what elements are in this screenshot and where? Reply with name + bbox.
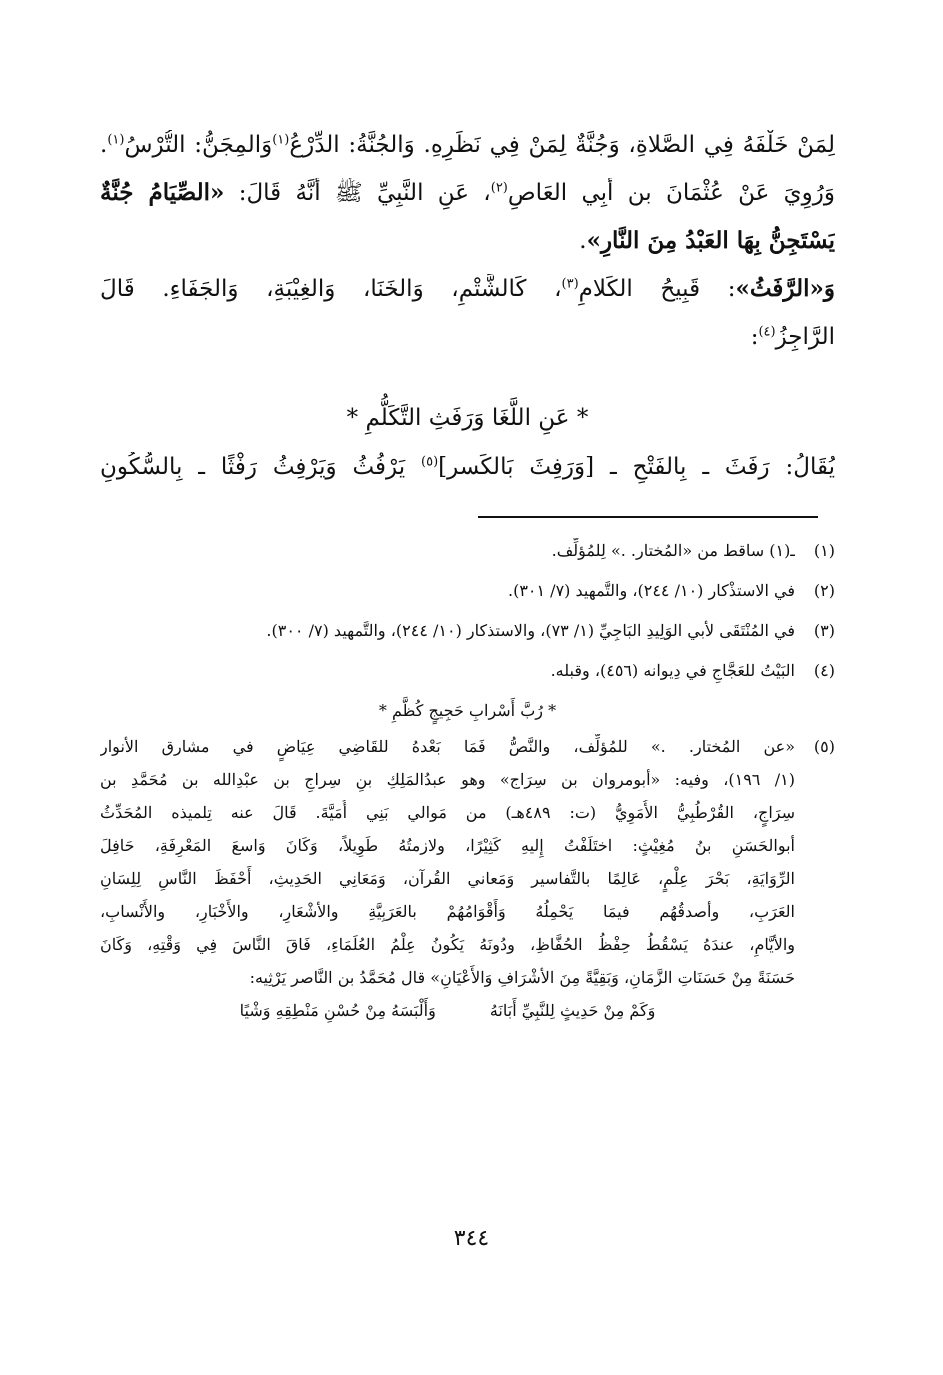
footnote-5-line: العَرَبِ، وأصدقُهُم فيمَا يَحْمِلُهُ وَأَقْوَامُهُمْ بالعَرَبِيَّةِ والأشْعَارِ، والأَخْبَارِ، والأَنْسابِ، [100,902,795,921]
footnote-ref: (١) [272,132,290,148]
main-line-6 [100,452,835,500]
main-line-1-end: . [100,132,108,158]
verse-hemistich-right: وَكَمْ مِنْ حَدِيثٍ لِلنَّبِيِّ أَبَانَهُ [489,1001,656,1020]
footnote-ref: (٣) [561,276,579,292]
footnote [100,538,835,578]
footnote-separator [478,516,818,518]
footnote-number: (٢) [813,581,835,600]
main-line-6-text-b: يَرْفُثُ وَيَرْفِثُ رَفْثًا ـ بِالسُّكُونِ [100,454,406,480]
term-rafath: وَ«الرَّفَثُ» [735,275,835,302]
main-line-4 [100,274,835,322]
footnote-number: (٣) [813,621,835,640]
footnote-ref: (٤) [758,324,776,340]
main-line-5-end: : [750,324,759,350]
footnote [100,618,835,658]
main-line-2-text: وَرُوِيَ عَنْ عُثْمَانَ بن أَبِي العَاصِ [507,180,835,206]
footnote-5-line: الرِّوَايَةِ، بَحْرَ عِلْمٍ، عَالِمًا بالتَّفاسير وَمَعاني القُرآن، وَمَعَانِي الحَدِيثِ، أَحْفَظَ النَّاسِ لِلِسَانِ [100,869,795,888]
footnote [100,658,835,698]
footnote-text: في المُنْتَقَى لأبي الوَلِيدِ البَاجِيِّ (١/ ٧٣)، والاستذكار (١٠/ ٢٤٤)، والتَّمهيد (٧/ ٣٠٠). [266,621,795,640]
footnote-5-line: حَسَنَةً مِنْ حَسَنَاتِ الزَّمَانِ، وَبَقِيَّةً مِنَ الأشْرَافِ وَالأَعْيَانِ» قال مُحَمَّدُ بن النَّاصر يَرْثِيه: [249,968,795,987]
main-text-continued [100,452,835,500]
main-line-2 [100,178,835,226]
page-number: ٣٤٤ [453,1226,490,1251]
footnote-text: في الاستذْكار (١٠/ ٢٤٤)، والتَّمهيد (٧/ ٣٠١). [507,581,795,600]
footnote-5 [100,734,835,1031]
footnote [100,578,835,618]
hadith-quote-end: يَسْتَجِنُّ بِهَا العَبْدُ مِنَ النَّارِ» [586,227,835,254]
main-line-2-text-b: ، عَنِ النَّبِيِّ ﷺ أَنَّهُ قَالَ: [238,180,491,206]
footnote-5-line: «عن المُختار. .» للمُؤلِّف، والنَّصُّ فَمَا بَعْدهُ للقَاضِي عِيَاضٍ في مشارق الأنوار [100,737,795,756]
footnote-ref: (١) [107,132,125,148]
footnote-ref: (٢) [490,180,508,196]
footnote-5-line: (١/ ١٩٦)، وفيه: «أبومروان بن سِرَاج» وهو عبدُالمَلِكِ بنِ سِراجِ بن عبْدِالله بن مُحَمَّدِ بن [100,770,795,789]
main-text [100,130,835,370]
footnote-number: (٤) [813,661,835,680]
main-line-1-text: لِمَنْ خَلْفَهُ فِي الصَّلاةِ، وَجُنَّةٌ لِمَنْ فِي نَظَرِهِ. وَالجُنَّةُ: الدِّرْعُ [289,132,835,158]
main-line-3-end: . [579,228,587,254]
footnote-5-body [100,734,795,1031]
footnote-number: (١) [813,541,835,560]
main-line-6-text: يُقَالُ: رَفَثَ ـ بِالفَتْحِ ـ [وَرَفِثَ بَالكَسر] [438,454,835,480]
hadith-quote-start: «الصِّيَامُ جُنَّةٌ [100,179,225,206]
main-line-4-text-b: ، كَالشَّتْمِ، وَالخَنَا، وَالغِيْبَةِ، وَالجَفَاءِ. قَالَ [100,276,562,302]
footnote-text: البَيْتُ للعَجَّاجِ في دِيوانه (٤٥٦)، وقبله. [550,661,795,680]
main-line-5-text: الرَّاجِزُ [775,324,835,350]
main-verse: * عَنِ اللَّغَا وَرَفَثِ التَّكَلُّمِ * [346,405,589,431]
main-line-1 [100,130,835,178]
main-line-5 [100,322,835,370]
footnotes [100,538,835,1031]
verse-hemistich-left: وَأَلْبَسَهُ مِنْ حُسْنِ مَنْطِقِهِ وَشْيًا [239,1001,436,1020]
footnote-5-verse [100,998,795,1031]
main-line-1-text-b: وَالمِجَنُّ: التُّرْسُ [124,132,273,158]
footnote-verse: * رُبَّ أَسْرابِ حَجِيجٍ كُظَّمِ * [378,701,557,720]
footnote-ref: (٥) [421,454,439,470]
main-line-4-text: : قَبِيحُ الكَلامِ [578,276,736,302]
footnote-text: ـ(١) ساقط من «المُختار. .» لِلمُؤلِّف. [551,541,795,560]
footnote-5-line: والأيَّامِ، عندَهُ يَسْقُطُ حِفْظُ الحُفَّاظِ، ودُونَهُ يَكُونُ عِلْمُ العُلَمَاءِ، فَاقَ النَّاسَ فِي وَقْتِهِ، وَكَانَ [100,935,795,954]
main-line-3 [100,226,835,274]
footnote-number: (٥) [813,737,835,756]
footnote-5-line: أبوالحَسَنِ بنُ مُغِيْثٍ: اختَلَفْتُ إِليهِ كَثِيْرًا، ولازمتُهُ طَوِيلاً، وَكَانَ وَاسعَ المَعْرِفَةِ، حَافِلَ [100,836,795,855]
footnote-5-line: سِرَاجٍ، القُرْطُبِيُّ الأُمَوِيُّ (ت: ٤٨٩هـ) من مَوالي بَنِي أُمَيَّةَ. قَالَ عنه تِلميذه المُحَدِّثُ [100,803,795,822]
